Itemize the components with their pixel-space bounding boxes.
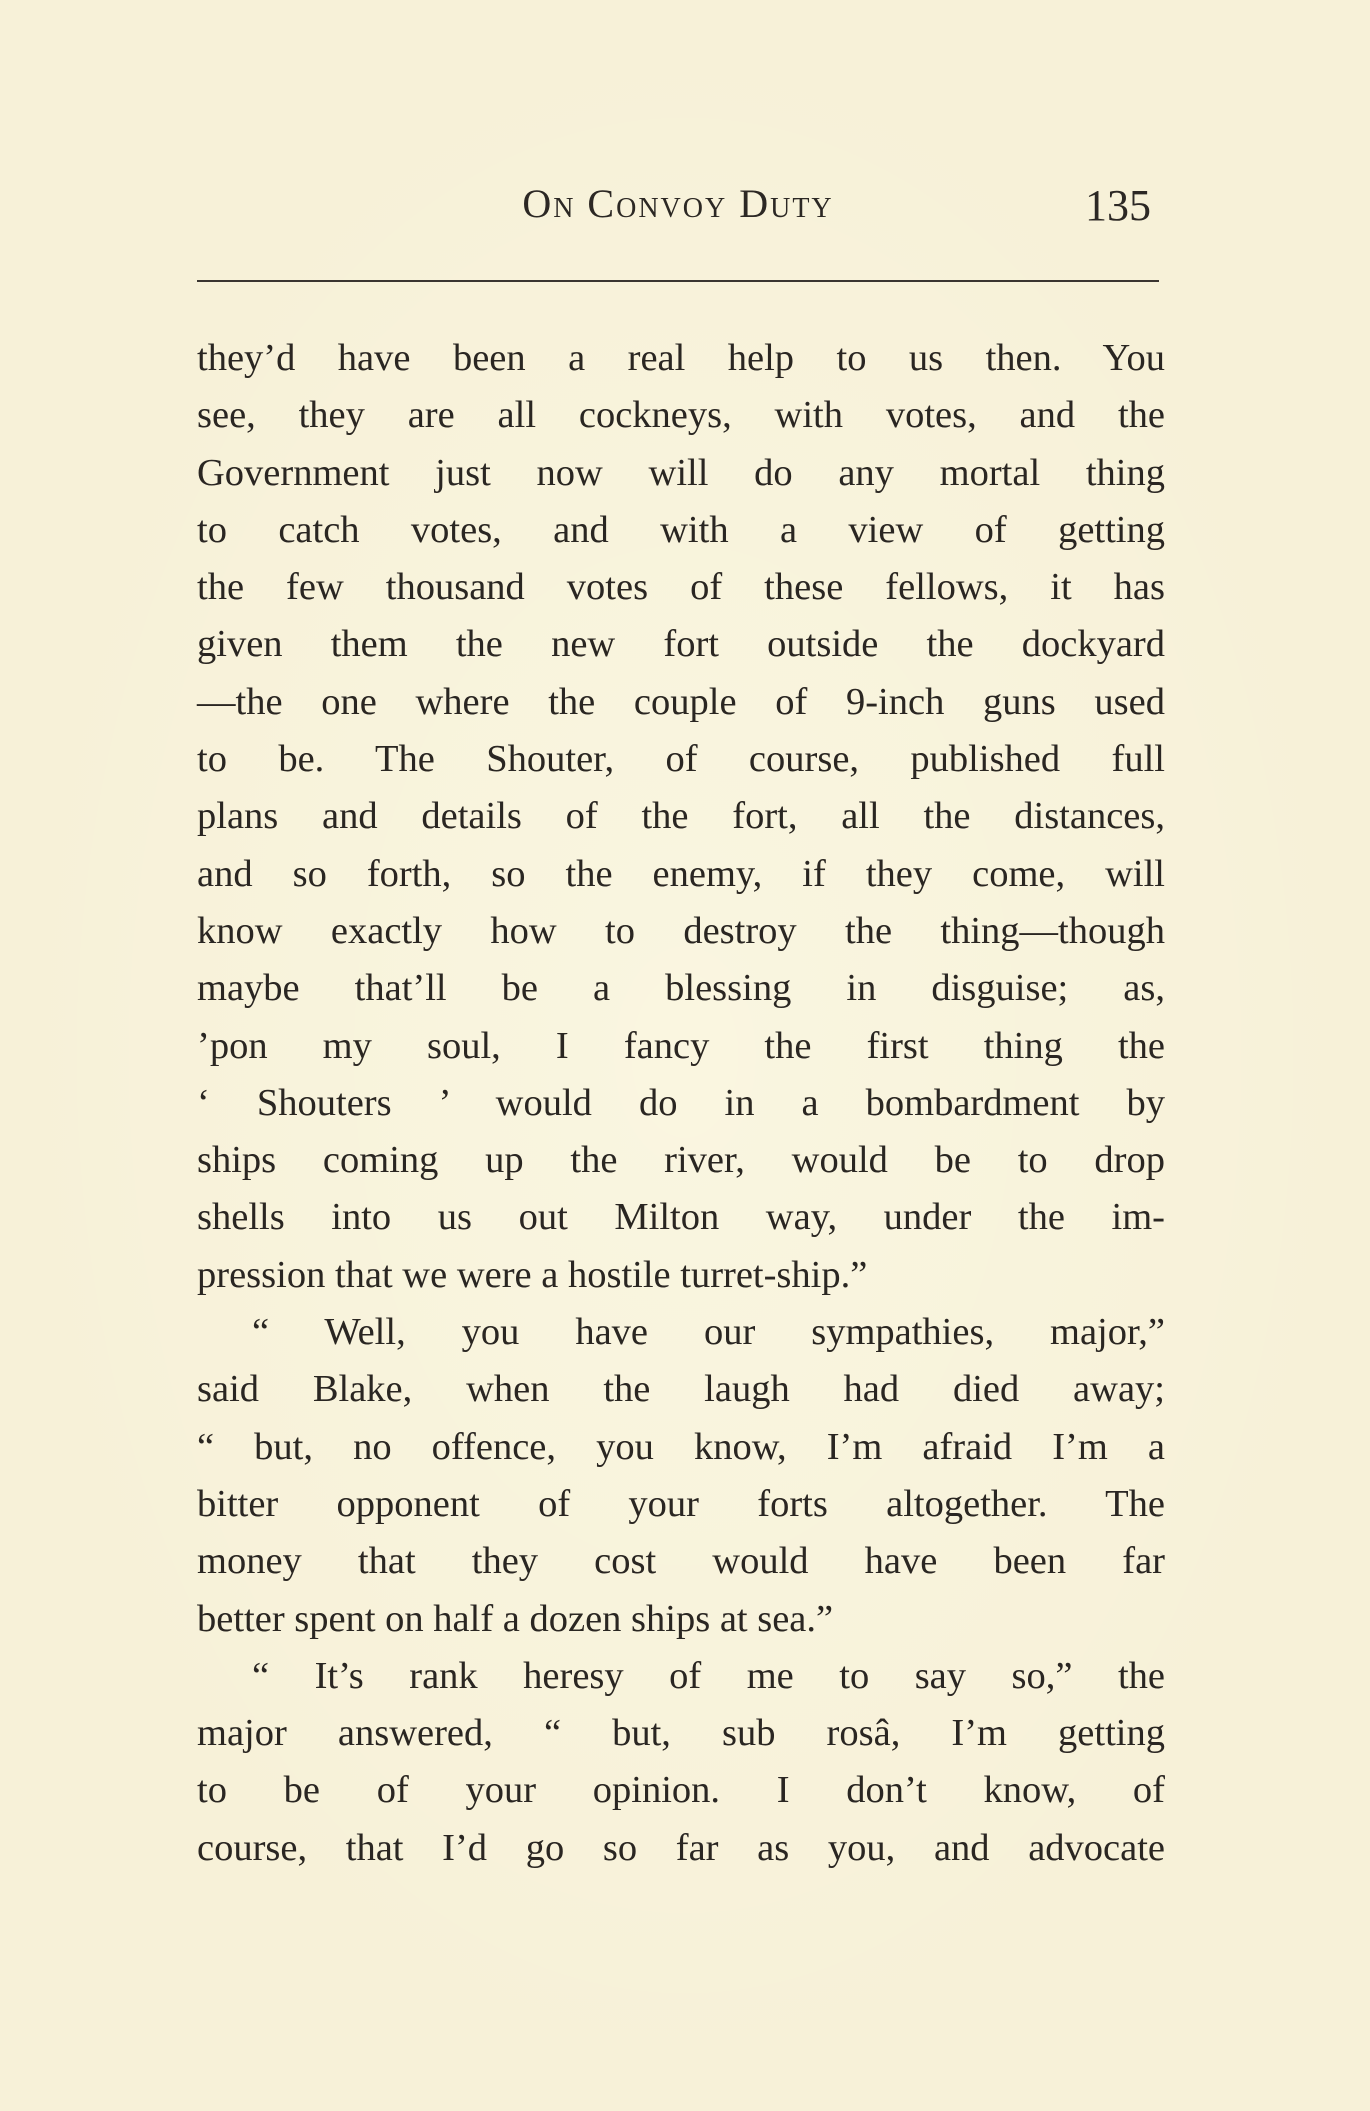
running-head-title: On Convoy Duty [522,181,834,226]
text-line: —the one where the couple of 9-inch guns used [197,680,1165,723]
text-line: ‘ Shouters ’ would do in a bombardment by [197,1081,1165,1124]
text-line: better spent on half a dozen ships at sea.” [197,1597,834,1640]
page-number: 135 [1085,181,1151,230]
text-line: plans and details of the fort, all the distances, [197,795,1165,838]
text-line: and so forth, so the enemy, if they come, will [197,852,1165,895]
text-line: to be. The Shouter, of course, published full [197,738,1165,781]
text-line: “ Well, you have our sympathies, major,” [252,1311,1165,1354]
text-line: the few thousand votes of these fellows, it has [197,566,1165,609]
body-text [197,330,1165,1877]
text-line: to catch votes, and with a view of getting [197,508,1165,551]
text-line: money that they cost would have been far [197,1540,1165,1583]
text-line: “ It’s rank heresy of me to say so,” the [252,1654,1165,1697]
text-line: given them the new fort outside the dockyard [197,623,1165,666]
text-line: ships coming up the river, would be to drop [197,1139,1165,1182]
text-line: maybe that’ll be a blessing in disguise; as, [197,967,1165,1010]
text-line: pression that we were a hostile turret-ship.” [197,1253,868,1296]
text-line: know exactly how to destroy the thing—though [197,909,1165,952]
text-line: shells into us out Milton way, under the im- [197,1196,1165,1239]
text-line: major answered, “ but, sub rosâ, I’m getting [197,1712,1165,1755]
text-line: course, that I’d go so far as you, and advocate [197,1826,1165,1869]
text-line: they’d have been a real help to us then. You [197,337,1165,379]
running-head [197,180,1159,240]
text-line: “ but, no offence, you know, I’m afraid I’m a [197,1425,1165,1468]
text-line: see, they are all cockneys, with votes, and the [197,394,1165,437]
text-line: bitter opponent of your forts altogether. The [197,1482,1165,1525]
text-line: Government just now will do any mortal thing [197,451,1165,494]
text-line: ’pon my soul, I fancy the first thing the [197,1024,1165,1067]
text-line: to be of your opinion. I don’t know, of [197,1769,1165,1812]
header-rule [197,280,1159,282]
text-line: said Blake, when the laugh had died away; [197,1368,1165,1411]
